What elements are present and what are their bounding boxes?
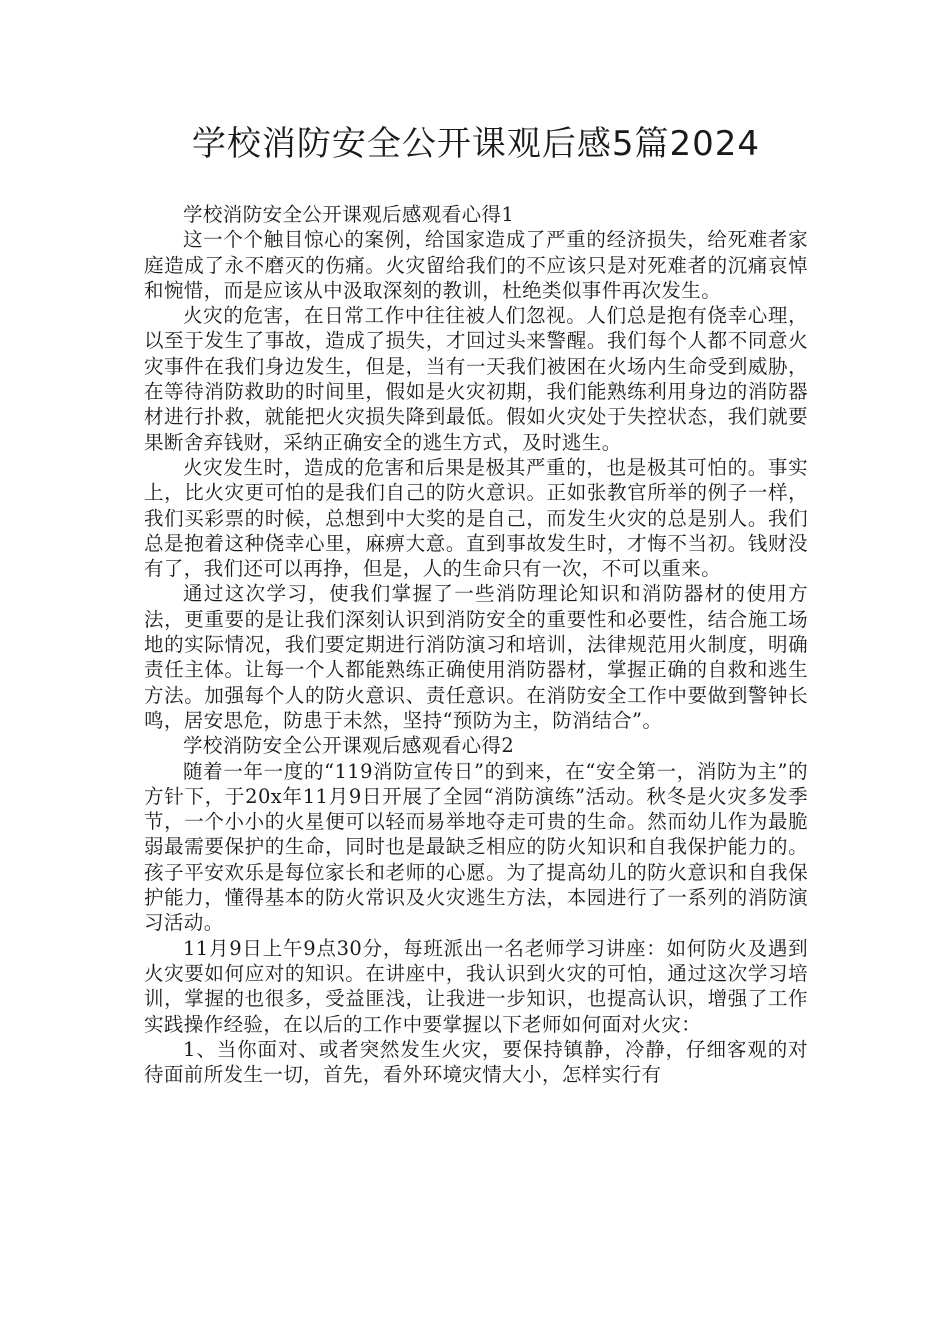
document-body: [144, 202, 808, 1087]
body-paragraph: 火灾发生时，造成的危害和后果是极其严重的，也是极其可怕的。事实上，比火灾更可怕的是我们自己的防火意识。正如张教官所举的例子一样，我们买彩票的时候，总想到中大奖的是自己，而发生火灾的总是别人。我们总是抱着这种侥幸心里，麻痹大意。直到事故发生时，才悔不当初。钱财没有了，我们还可以再挣，但是，人的生命只有一次，不可以重来。: [144, 455, 808, 581]
body-paragraph: 1、当你面对、或者突然发生火灾，要保持镇静，冷静，仔细客观的对待面前所发生一切，首先，看外环境灾情大小，怎样实行有: [144, 1037, 808, 1087]
body-paragraph: 11月9日上午9点30分，每班派出一名老师学习讲座：如何防火及遇到火灾要如何应对的知识。在讲座中，我认识到火灾的可怕，通过这次学习培训，掌握的也很多，受益匪浅，让我进一步知识，也提高认识，增强了工作实践操作经验，在以后的工作中要掌握以下老师如何面对火灾：: [144, 936, 808, 1036]
document-page: [144, 118, 808, 1087]
body-paragraph: 通过这次学习，使我们掌握了一些消防理论知识和消防器材的使用方法，更重要的是让我们深刻认识到消防安全的重要性和必要性，结合施工场地的实际情况，我们要定期进行消防演习和培训，法律规范用火制度，明确责任主体。让每一个人都能熟练正确使用消防器材，掌握正确的自救和逃生方法。加强每个人的防火意识、责任意识。在消防安全工作中要做到警钟长鸣，居安思危，防患于未然，坚持“预防为主，防消结合”。: [144, 582, 808, 732]
document-title: 学校消防安全公开课观后感5篇2024: [191, 124, 761, 164]
section-heading-1: 学校消防安全公开课观后感观看心得1: [183, 203, 515, 226]
section-heading-2: 学校消防安全公开课观后感观看心得2: [183, 734, 515, 758]
body-paragraph: 火灾的危害，在日常工作中往往被人们忽视。人们总是抱有侥幸心理，以至于发生了事故，造成了损失，才回过头来警醒。我们每个人都不同意火灾事件在我们身边发生，但是，当有一天我们被困在火场内生命受到威胁，在等待消防救助的时间里，假如是火灾初期，我们能熟练利用身边的消防器材进行扑救，就能把火灾损失降到最低。假如火灾处于失控状态，我们就要果断舍弃钱财，采纳正确安全的逃生方式，及时逃生。: [144, 304, 808, 454]
body-paragraph: 这一个个触目惊心的案例，给国家造成了严重的经济损失，给死难者家庭造成了永不磨灭的伤痛。火灾留给我们的不应该只是对死难者的沉痛哀悼和惋惜，而是应该从中汲取深刻的教训，杜绝类似事件再次发生。: [144, 228, 808, 302]
body-paragraph: 随着一年一度的“119消防宣传日”的到来，在“安全第一，消防为主”的方针下，于20x年11月9日开展了全园“消防演练”活动。秋冬是火灾多发季节，一个小小的火星便可以轻而易举地夺走可贵的生命。然而幼儿作为最脆弱最需要保护的生命，同时也是最缺乏相应的防火知识和自我保护能力的。孩子平安欢乐是每位家长和老师的心愿。为了提高幼儿的防火意识和自我保护能力，懂得基本的防火常识及火灾逃生方法，本园进行了一系列的消防演习活动。: [144, 759, 808, 935]
